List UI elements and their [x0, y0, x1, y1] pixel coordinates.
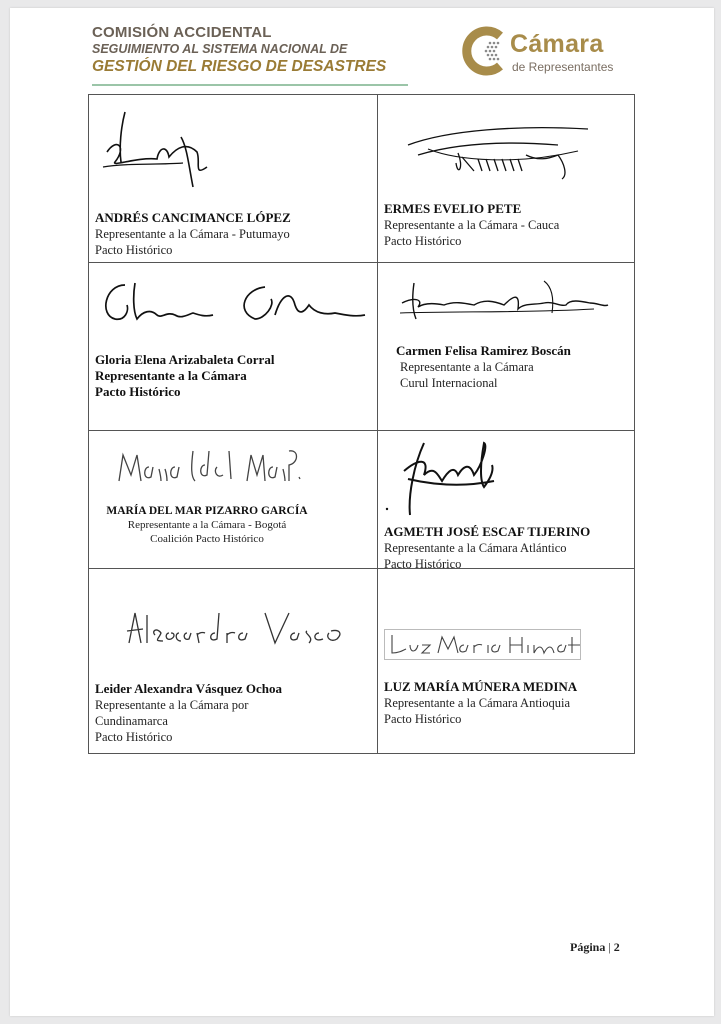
- signatory-region: Cundinamarca: [95, 714, 168, 728]
- signatory-party: Pacto Histórico: [95, 243, 173, 257]
- signatory-role: Representante a la Cámara - Putumayo: [95, 227, 290, 241]
- signatory-role: Representante a la Cámara: [400, 360, 534, 374]
- signatory-party: Pacto Histórico: [95, 730, 173, 744]
- signatory-party: Pacto Histórico: [384, 712, 462, 726]
- signature-cell: [378, 95, 634, 262]
- signature-cell: [378, 263, 634, 430]
- signatory-party: Pacto Histórico: [384, 557, 462, 571]
- page-label: Página: [570, 940, 606, 954]
- header-line-1: COMISIÓN ACCIDENTAL: [92, 24, 272, 41]
- signatory-role: Representante a la Cámara - Cauca: [384, 218, 560, 232]
- logo-title: Cámara: [510, 30, 604, 58]
- signatory-role: Representante a la Cámara - Bogotá: [127, 519, 287, 531]
- header-line-3: GESTIÓN DEL RIESGO DE DESASTRES: [92, 58, 387, 75]
- handwritten-signature: [398, 115, 598, 185]
- handwritten-signature: [95, 275, 375, 335]
- handwritten-signature: [384, 435, 524, 519]
- signatory-role: Representante a la Cámara por: [95, 698, 249, 712]
- handwritten-signature: [119, 603, 349, 653]
- signatory-name: Leider Alexandra Vásquez Ochoa: [95, 681, 282, 696]
- signatory-party: Coalición Pacto Histórico: [150, 533, 264, 545]
- signatory-name: ANDRÉS CANCIMANCE LÓPEZ: [95, 210, 291, 225]
- handwritten-signature: [394, 273, 614, 339]
- signatory-name: MARÍA DEL MAR PIZARRO GARCÍA: [106, 505, 308, 517]
- signature-cell: [89, 263, 377, 430]
- signature-cell: [378, 431, 634, 571]
- handwritten-signature: [97, 107, 227, 197]
- signature-cell: [89, 431, 377, 568]
- camara-logo: [460, 26, 635, 82]
- signatory-party: Pacto Histórico: [95, 384, 181, 399]
- signatory-party: Curul Internacional: [400, 376, 498, 390]
- header-line-2: SEGUIMIENTO AL SISTEMA NACIONAL DE: [92, 42, 348, 56]
- commission-header: [92, 24, 386, 76]
- signature-table: [88, 94, 635, 754]
- header-underline: [92, 84, 408, 86]
- signature-cell: [89, 569, 377, 753]
- logo-subtitle: de Representantes: [512, 60, 614, 74]
- signatory-party: Pacto Histórico: [384, 234, 462, 248]
- signatory-name: AGMETH JOSÉ ESCAF TIJERINO: [384, 524, 591, 539]
- signatory-name: LUZ MARÍA MÚNERA MEDINA: [384, 679, 578, 694]
- handwritten-signature: [384, 627, 584, 667]
- signatory-name: ERMES EVELIO PETE: [384, 201, 522, 216]
- signatory-name: Gloria Elena Arizabaleta Corral: [95, 352, 275, 367]
- document-page: [10, 8, 714, 1016]
- signatory-role: Representante a la Cámara: [95, 368, 247, 383]
- page-separator: |: [608, 940, 611, 954]
- signatory-name: Carmen Felisa Ramirez Boscán: [396, 343, 571, 358]
- signatory-role: Representante a la Cámara Atlántico: [384, 541, 567, 555]
- signature-cell: [89, 95, 377, 262]
- page-number: 2: [613, 940, 620, 954]
- signatory-role: Representante a la Cámara Antioquia: [384, 696, 571, 710]
- signature-cell: [378, 569, 634, 753]
- handwritten-signature: [113, 441, 303, 491]
- camara-c-icon: [460, 26, 510, 76]
- page-footer: [570, 940, 620, 955]
